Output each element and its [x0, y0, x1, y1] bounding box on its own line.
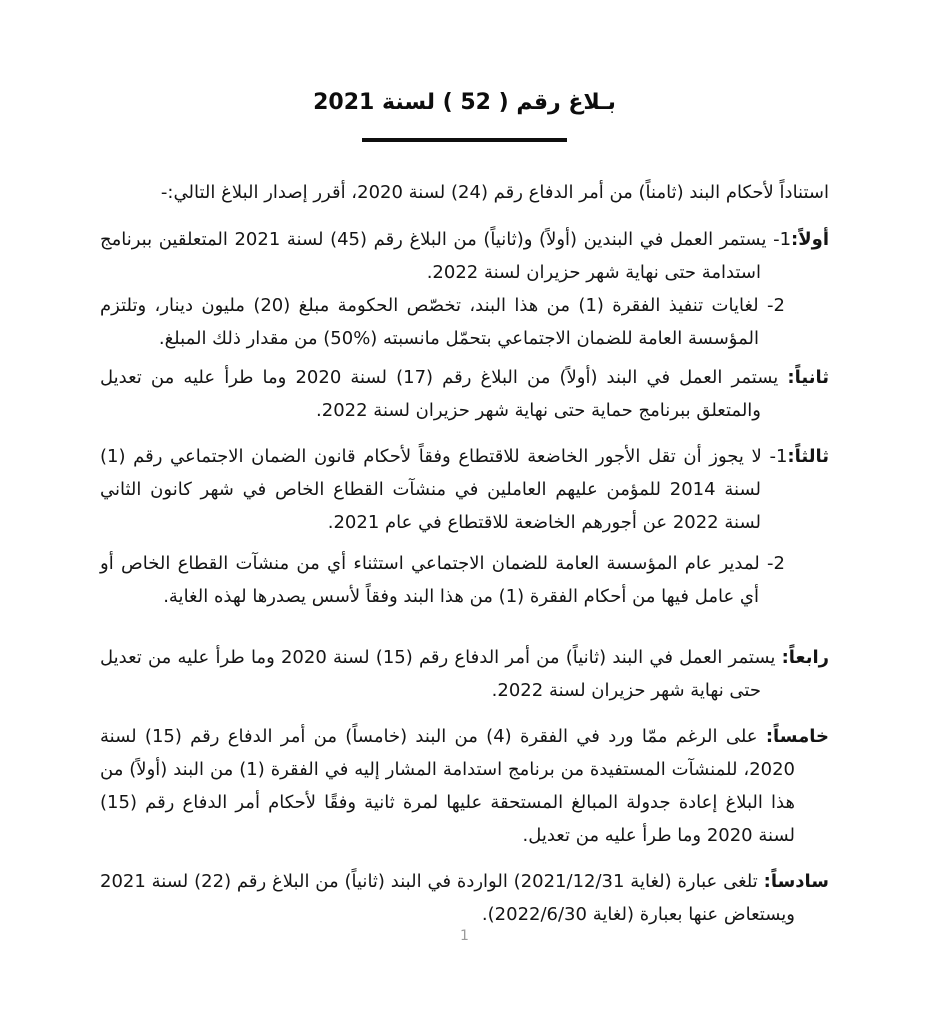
section-second-label: ثانياً:: [787, 367, 829, 388]
item-number: 2-: [767, 295, 785, 316]
section-fifth: [100, 720, 829, 852]
item-text: لغايات تنفيذ الفقرة (1) من هذا البند، تخصّص الحكومة مبلغ (20) مليون دينار، وتلتزم المؤسسة العامة للضمان الاجتماعي بتحمّل مانسبته (%50) من مقدار ذلك المبلغ.: [100, 295, 759, 349]
section-third-item-2: [100, 547, 785, 613]
section-fifth-label: خامساً:: [765, 726, 829, 747]
section-sixth-label: سادساً:: [763, 871, 829, 892]
section-third-item-1: [100, 440, 829, 539]
item-text: لمدير عام المؤسسة العامة للضمان الاجتماعي استثناء أي من منشآت القطاع الخاص أو أي عامل فيها من أحكام الفقرة (1) من هذا البند وفقاً لأسس يصدرها لهذه الغاية.: [100, 553, 760, 607]
section-text: على الرغم ممّا ورد في الفقرة (4) من البند (خامساً) من أمر الدفاع رقم (15) لسنة 2020، للمنشآت المستفيدة من برنامج استدامة المشار إليه في الفقرة (1) من البند (أولاً) من هذا البلاغ إعادة جدولة المبالغ المستحقة عليها لمرة ثانية وفقًا لأحكام أمر الدفاع رقم (15) لسنة 2020 وما طرأ عليه من تعديل.: [100, 726, 795, 846]
section-first-label: أولاً:: [791, 229, 830, 250]
section-third-label: ثالثاً:: [787, 446, 829, 467]
item-number: 1-: [773, 229, 792, 250]
section-first-item-2: [100, 289, 785, 355]
section-text: تلغى عبارة (لغاية 2021/12/31) الواردة في البند (ثانياً) من البلاغ رقم (22) لسنة 2021 ويستعاض عنها بعبارة (لغاية 2022/6/30).: [100, 871, 795, 925]
section-first-item-1: [100, 223, 829, 289]
section-fourth: [100, 641, 829, 707]
section-text: يستمر العمل في البند (أولاً) من البلاغ رقم (17) لسنة 2020 وما طرأ عليه من تعديل والمتعلق ببرنامج حماية حتى نهاية شهر حزيران لسنة 2022.: [100, 367, 779, 421]
item-text: لا يجوز أن تقل الأجور الخاضعة للاقتطاع وفقاً لأحكام قانون الضمان الاجتماعي رقم (1) لسنة 2014 للمؤمن عليهم العاملين في منشآت القطاع الخاص في شهر كانون الثاني لسنة 2022 عن أجورهم الخاضعة للاقتطاع في عام 2021.: [100, 446, 762, 533]
item-text: يستمر العمل في البندين (أولاً) و(ثانياً) من البلاغ رقم (45) لسنة 2021 المتعلقين ببرنامج استدامة حتى نهاية شهر حزيران لسنة 2022.: [100, 229, 767, 283]
section-fourth-label: رابعاً:: [781, 647, 830, 668]
section-second: [100, 361, 829, 427]
item-number: 2-: [767, 553, 785, 574]
section-text: يستمر العمل في البند (ثانياً) من أمر الدفاع رقم (15) لسنة 2020 وما طرأ عليه من تعديل حتى نهاية شهر حزيران لسنة 2022.: [100, 647, 776, 701]
intro-paragraph: استناداً لأحكام البند (ثامناً) من أمر الدفاع رقم (24) لسنة 2020، أقرر إصدار البلاغ التالي:-: [160, 182, 829, 203]
item-number: 1-: [769, 446, 788, 467]
page-title: بـلاغ رقم ( 52 ) لسنة 2021: [313, 90, 616, 115]
page-number: 1: [460, 928, 469, 944]
section-sixth: [100, 865, 829, 931]
title-underline: [362, 138, 567, 142]
